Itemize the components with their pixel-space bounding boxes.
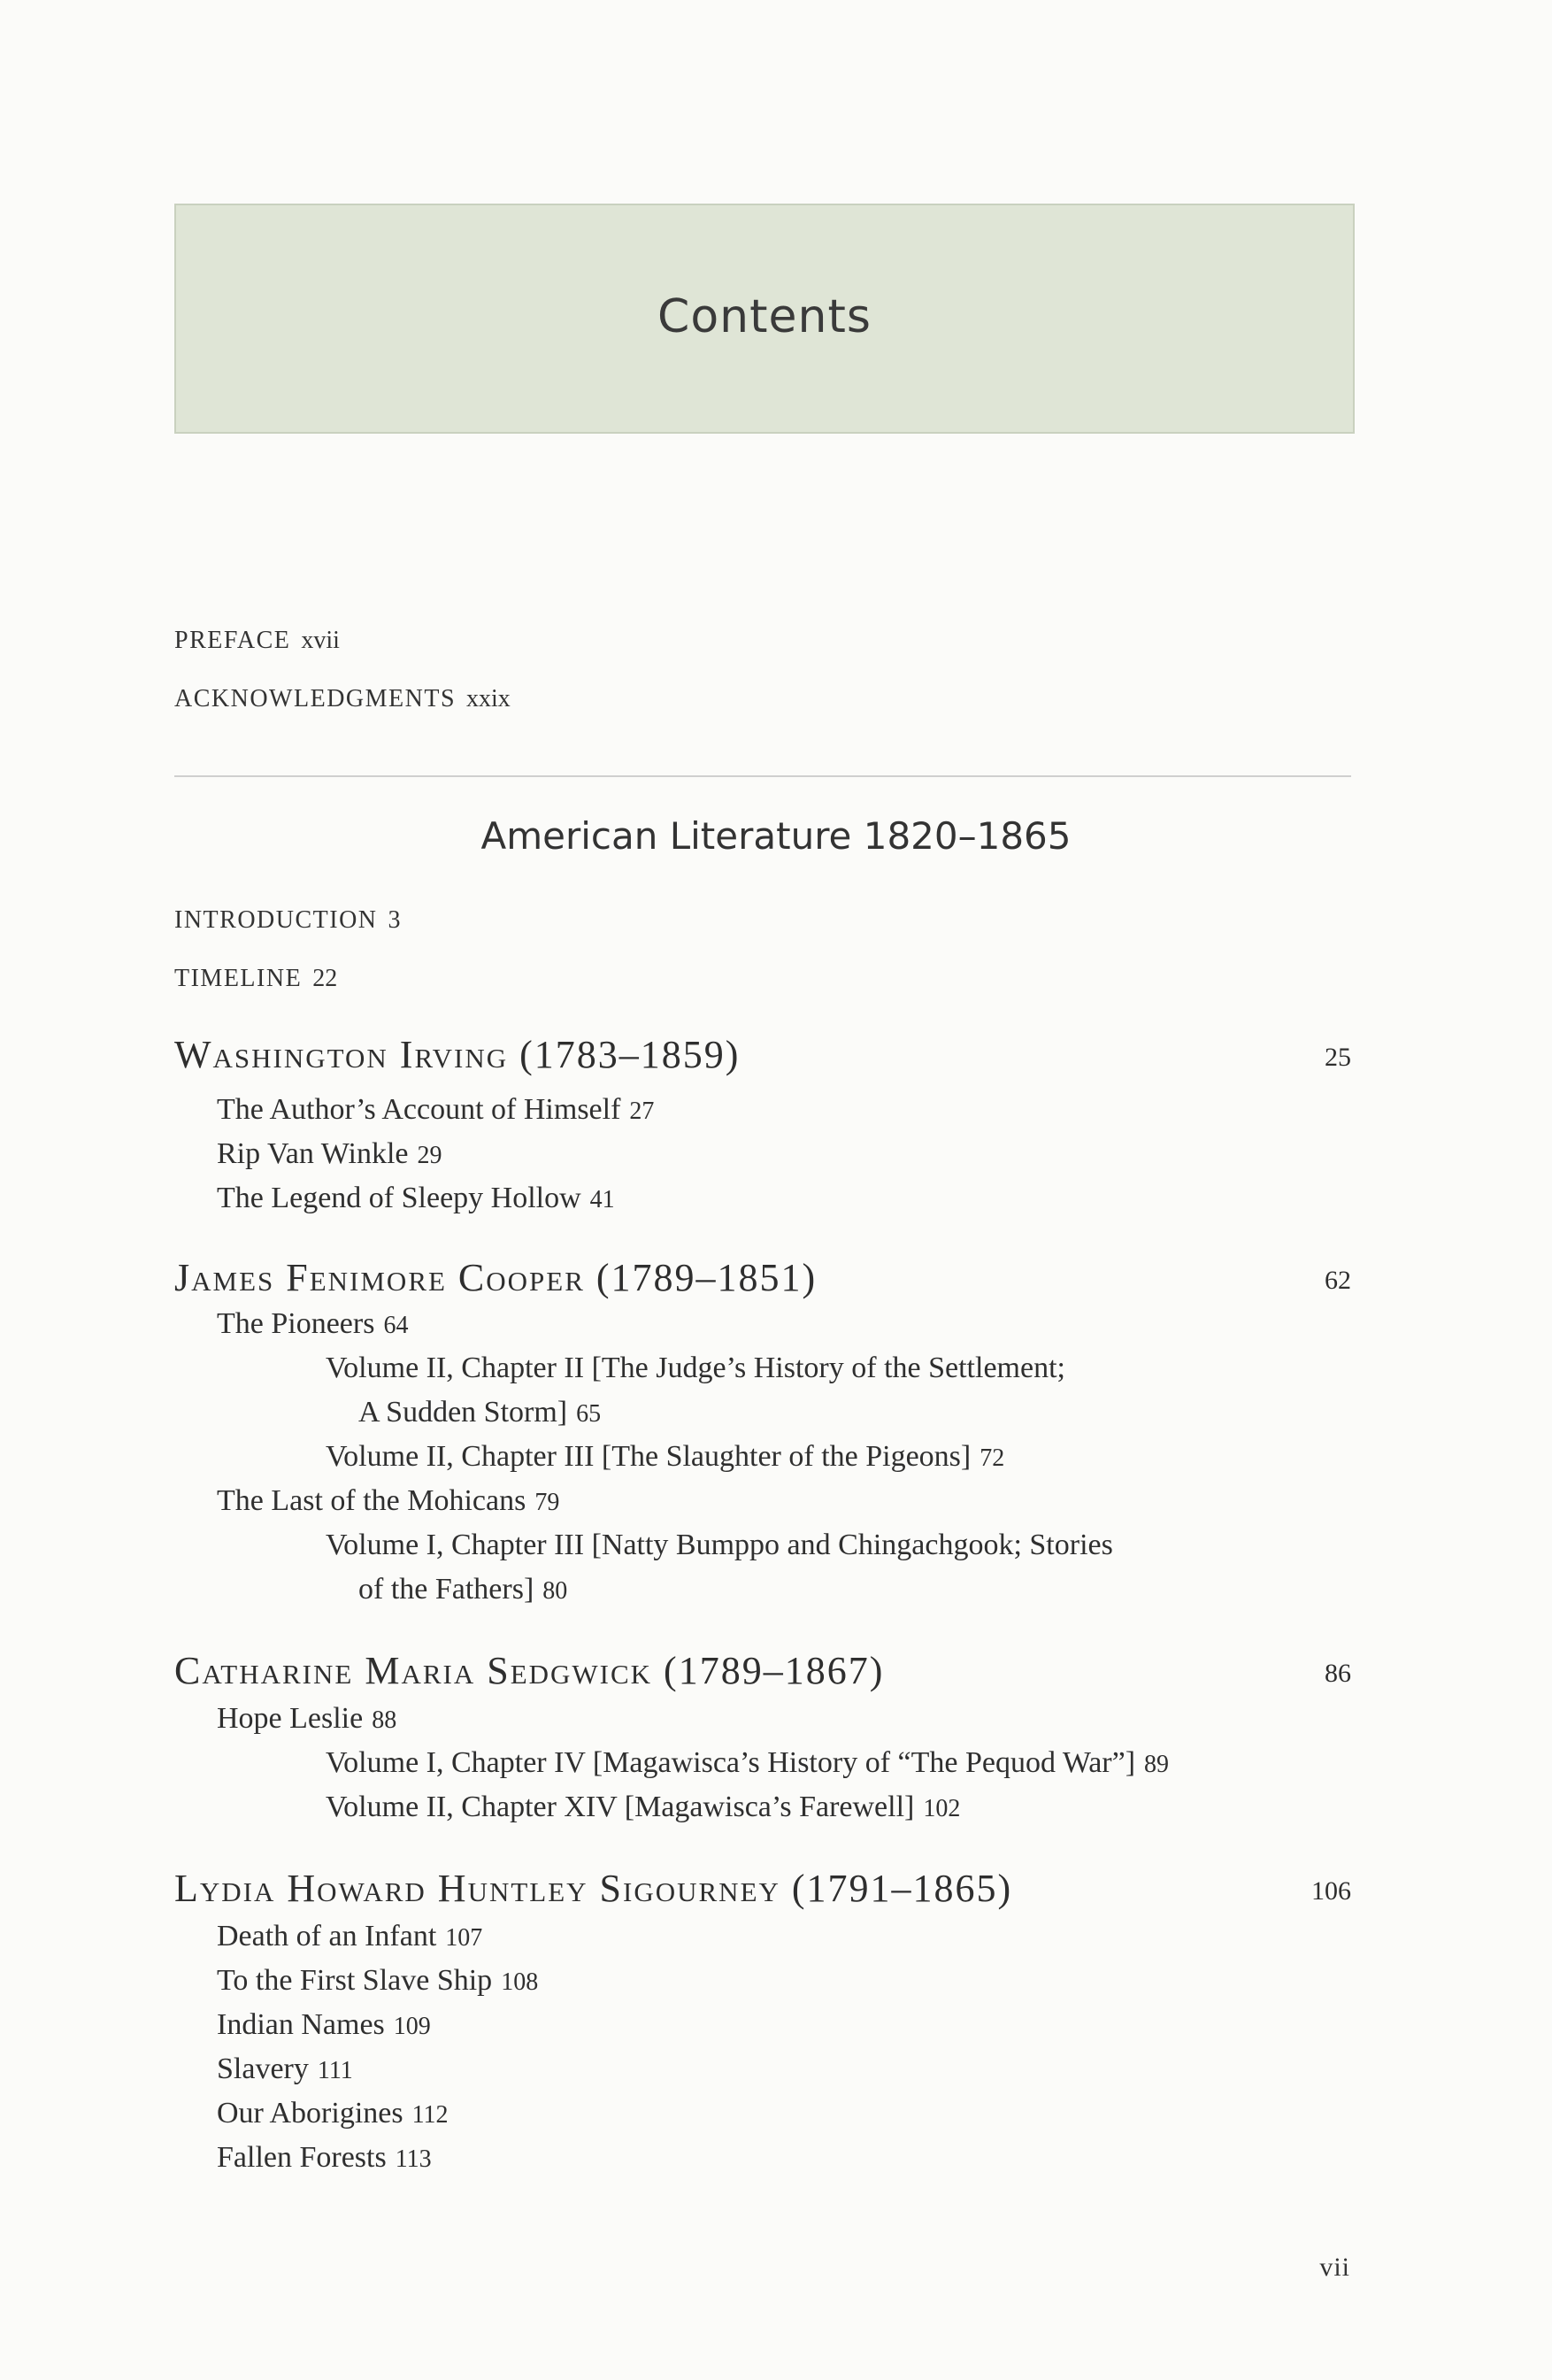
entry-page: 107 <box>445 1924 483 1952</box>
title-banner <box>174 204 1355 434</box>
entry-title: Volume II, Chapter II [The Judge’s History of the Settlement; <box>326 1352 1065 1384</box>
author-page: 25 <box>1325 1043 1351 1072</box>
toc-entry <box>217 1919 482 1956</box>
toc-entry <box>217 1483 559 1521</box>
entry-title: Volume I, Chapter III [Natty Bumppo and Chingachgook; Stories <box>326 1529 1113 1561</box>
entry-page: 65 <box>576 1400 602 1428</box>
entry-page: 111 <box>317 2057 353 2084</box>
author-page: 106 <box>1311 1876 1351 1906</box>
entry-page: 102 <box>923 1795 961 1822</box>
entry-page: 108 <box>501 1968 539 1996</box>
toc-entry <box>217 2052 353 2089</box>
page-number: vii <box>1319 2253 1350 2282</box>
part-title: American Literature 1820–1865 <box>480 814 1072 858</box>
entry-title: Death of an Infant <box>217 1920 437 1953</box>
front-matter-page: xvii <box>301 627 340 654</box>
entry-title: Slavery <box>217 2053 309 2085</box>
toc-entry <box>217 2140 432 2177</box>
entry-page: 80 <box>542 1577 568 1605</box>
entry-page: 72 <box>980 1444 1005 1472</box>
entry-page: 64 <box>383 1312 409 1339</box>
entry-title: Fallen Forests <box>217 2141 387 2174</box>
entry-page: 112 <box>411 2101 449 2129</box>
entry-title: Our Aborigines <box>217 2097 403 2130</box>
entry-title: Indian Names <box>217 2008 385 2041</box>
toc-entry <box>326 1790 960 1827</box>
part-intro-item <box>174 965 337 993</box>
author-heading <box>174 1032 1351 1077</box>
entry-page: 41 <box>589 1186 615 1213</box>
toc-entry <box>217 1136 442 1174</box>
page-title: Contents <box>657 290 872 343</box>
author-page: 86 <box>1325 1659 1351 1688</box>
front-matter-label: ACKNOWLEDGMENTS <box>174 685 457 712</box>
author-page: 62 <box>1325 1266 1351 1295</box>
entry-page: 79 <box>534 1489 560 1516</box>
toc-entry <box>217 1306 408 1344</box>
toc-entry <box>217 1181 615 1218</box>
divider <box>174 775 1351 777</box>
toc-entry <box>217 2007 431 2045</box>
entry-page: 88 <box>372 1706 397 1734</box>
entry-title: The Last of the Mohicans <box>217 1484 526 1517</box>
entry-title: The Author’s Account of Himself <box>217 1093 621 1126</box>
toc-entry <box>217 1701 396 1738</box>
entry-title: The Pioneers <box>217 1307 375 1340</box>
entry-page: 27 <box>629 1098 655 1125</box>
part-intro-label: INTRODUCTION <box>174 906 378 934</box>
toc-entry <box>326 1745 1169 1783</box>
part-intro-label: TIMELINE <box>174 965 303 992</box>
entry-title: The Legend of Sleepy Hollow <box>217 1182 581 1214</box>
entry-title: Hope Leslie <box>217 1702 364 1735</box>
author-name: Catharine Maria Sedgwick (1789–1867) <box>174 1649 885 1692</box>
entry-page: 89 <box>1144 1751 1170 1778</box>
front-matter-label: PREFACE <box>174 627 291 654</box>
entry-title: Volume II, Chapter III [The Slaughter of the Pigeons] <box>326 1440 972 1473</box>
toc-entry <box>326 1439 1004 1476</box>
part-intro-page: 3 <box>388 906 401 934</box>
author-heading <box>174 1648 1351 1693</box>
front-matter-page: xxix <box>466 685 511 712</box>
part-intro-item <box>174 906 401 935</box>
author-name: Washington Irving (1783–1859) <box>174 1033 741 1076</box>
toc-entry <box>326 1351 1065 1386</box>
author-name: Lydia Howard Huntley Sigourney (1791–1865) <box>174 1867 1013 1910</box>
toc-entry <box>358 1395 601 1432</box>
entry-page: 109 <box>393 2013 431 2040</box>
author-name: James Fenimore Cooper (1789–1851) <box>174 1256 818 1299</box>
entry-page: 29 <box>417 1142 442 1169</box>
toc-entry <box>217 1092 654 1129</box>
front-matter-item <box>174 627 340 655</box>
toc-entry <box>326 1528 1113 1563</box>
author-heading <box>174 1866 1351 1911</box>
toc-entry <box>358 1572 567 1609</box>
entry-title: Rip Van Winkle <box>217 1137 409 1170</box>
front-matter-item <box>174 685 511 713</box>
entry-title: Volume I, Chapter IV [Magawisca’s History of “The Pequod War”] <box>326 1746 1136 1779</box>
entry-title: A Sudden Storm] <box>358 1396 568 1429</box>
part-intro-page: 22 <box>312 965 338 992</box>
entry-page: 113 <box>395 2145 432 2173</box>
toc-entry <box>217 2096 449 2133</box>
entry-title: Volume II, Chapter XIV [Magawisca’s Farewell] <box>326 1791 915 1823</box>
entry-title: To the First Slave Ship <box>217 1964 493 1997</box>
author-heading <box>174 1255 1351 1300</box>
entry-title: of the Fathers] <box>358 1573 534 1606</box>
toc-entry <box>217 1963 538 2000</box>
